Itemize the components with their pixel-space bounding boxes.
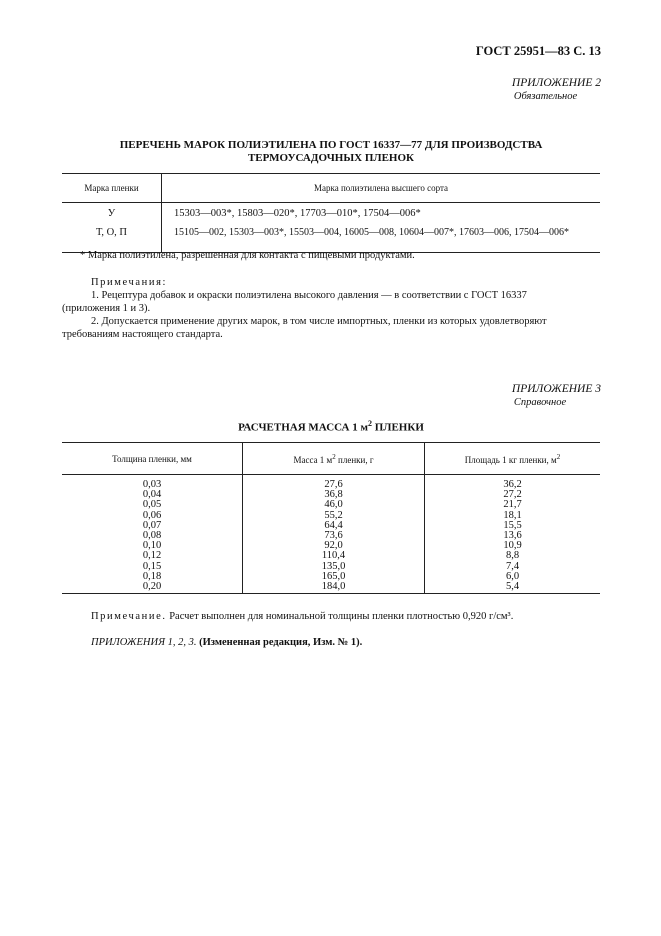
column-header bbox=[243, 443, 425, 475]
table-cell: 135,0 bbox=[243, 562, 425, 572]
table-cell: 64,4 bbox=[243, 521, 425, 531]
table-cell: 21,7 bbox=[425, 500, 601, 510]
table-cell: 0,03 bbox=[142, 479, 162, 490]
table-cell: 92,0 bbox=[243, 541, 425, 551]
appendix3-title-text: РАСЧЕТНАЯ МАССА 1 м bbox=[238, 421, 368, 434]
header-mass-sup: 2 bbox=[332, 452, 336, 461]
table-row bbox=[62, 203, 600, 227]
table-cell: 5,4 bbox=[425, 582, 601, 594]
header-mass-end: пленки, г bbox=[335, 454, 374, 465]
table-cell: 0,07 bbox=[142, 519, 162, 531]
header-area-sup: 2 bbox=[556, 452, 561, 461]
table-cell: 7,4 bbox=[425, 562, 601, 572]
table-body bbox=[62, 475, 600, 594]
table-header-row bbox=[62, 174, 600, 203]
header-thickness: Толщина пленки, мм bbox=[112, 453, 192, 464]
table-row bbox=[62, 582, 600, 594]
polyethylene-grades-table bbox=[62, 173, 600, 253]
table-cell: 0,12 bbox=[142, 550, 162, 562]
table-cell: 0,04 bbox=[142, 489, 162, 501]
note-2-cont: требованиям настоящего стандарта. bbox=[62, 329, 223, 340]
table-cell: 184,0 bbox=[243, 582, 425, 594]
amendment-note bbox=[91, 636, 362, 649]
table-cell: 27,2 bbox=[425, 490, 601, 500]
header-mass: Масса 1 м bbox=[293, 454, 333, 465]
table-cell: 110,4 bbox=[243, 551, 425, 561]
header-area: Площадь 1 кг пленки, м bbox=[464, 454, 557, 465]
table-cell: У bbox=[62, 203, 162, 227]
amendment-bold: (Измененная редакция, Изм. № 1). bbox=[196, 637, 363, 648]
appendix2-label-block bbox=[512, 77, 601, 103]
page-header: ГОСТ 25951—83 С. 13 bbox=[475, 44, 601, 58]
table-row bbox=[62, 475, 600, 491]
appendix3-note bbox=[91, 610, 513, 623]
table-cell: 0,18 bbox=[142, 570, 162, 582]
table-cell: 10,9 bbox=[425, 541, 601, 551]
table-cell: 13,6 bbox=[425, 531, 601, 541]
notes-heading: Примечания: bbox=[91, 277, 168, 288]
table-cell: 0,20 bbox=[62, 582, 243, 594]
appendix2-title-line1: ПЕРЕЧЕНЬ МАРОК ПОЛИЭТИЛЕНА ПО ГОСТ 16337—77 ДЛЯ ПРОИЗВОДСТВА bbox=[119, 139, 543, 151]
table-cell: 27,6 bbox=[243, 475, 425, 491]
table-cell: 6,0 bbox=[425, 572, 601, 582]
note-text: Расчет выполнен для номинальной толщины пленки плотностью 0,920 г/см³. bbox=[166, 611, 514, 622]
note-2: 2. Допускается применение других марок, в том числе импортных, пленки из которых удовлетворяют bbox=[91, 316, 547, 327]
film-mass-table bbox=[62, 442, 600, 594]
footnote: * Марка полиэтилена, разрешенная для контакта с пищевыми продуктами. bbox=[80, 250, 415, 261]
table-cell: 15,5 bbox=[425, 521, 601, 531]
note-1: 1. Рецептура добавок и окраски полиэтилена высокого давления — в соответствии с ГОСТ 16337 bbox=[91, 290, 527, 301]
appendix3-title-sup: 2 bbox=[367, 419, 372, 428]
table-cell: 36,8 bbox=[243, 490, 425, 500]
table-cell: 73,6 bbox=[243, 531, 425, 541]
appendix2-title bbox=[62, 139, 600, 165]
table-cell: 0,06 bbox=[142, 509, 162, 521]
table-header-row bbox=[62, 443, 600, 475]
table-cell: 15105—002, 15303—003*, 15503—004, 16005—008, 10604—007*, 17603—006, 17504—006* bbox=[162, 226, 601, 253]
appendix3-status: Справочное bbox=[513, 397, 567, 408]
note-label: Примечание. bbox=[91, 611, 167, 622]
table-cell: 15303—003*, 15803—020*, 17703—010*, 17504—006* bbox=[174, 208, 421, 219]
amendment-italic: ПРИЛОЖЕНИЯ 1, 2, 3. bbox=[91, 637, 197, 648]
appendix2-label: ПРИЛОЖЕНИЕ 2 bbox=[511, 77, 601, 89]
appendix2-title-line2: ТЕРМОУСАДОЧНЫХ ПЛЕНОК bbox=[247, 152, 415, 164]
table-cell: 46,0 bbox=[243, 500, 425, 510]
table-cell: 0,05 bbox=[142, 499, 162, 511]
column-header: Марка полиэтилена высшего сорта bbox=[162, 174, 601, 203]
table-cell: 55,2 bbox=[243, 511, 425, 521]
appendix3-title-end: ПЛЕНКИ bbox=[371, 421, 424, 434]
notes-block bbox=[62, 276, 600, 341]
table-cell: 8,8 bbox=[425, 551, 601, 561]
column-header bbox=[62, 443, 243, 475]
appendix3-title bbox=[62, 417, 600, 435]
appendix3-label: ПРИЛОЖЕНИЕ 3 bbox=[511, 383, 601, 395]
note-1-cont: (приложения 1 и 3). bbox=[62, 303, 151, 314]
table-cell: Т, О, П bbox=[62, 226, 162, 253]
table-cell: 0,08 bbox=[142, 530, 162, 542]
table-cell: 18,1 bbox=[425, 511, 601, 521]
table-cell: 36,2 bbox=[425, 475, 601, 491]
table-cell: 0,15 bbox=[142, 560, 162, 572]
appendix3-label-block bbox=[512, 383, 601, 409]
appendix2-status: Обязательное bbox=[513, 91, 578, 102]
column-header bbox=[425, 443, 601, 475]
table-cell: 165,0 bbox=[243, 572, 425, 582]
column-header: Марка пленки bbox=[62, 174, 162, 203]
table-cell: 0,10 bbox=[142, 540, 162, 552]
